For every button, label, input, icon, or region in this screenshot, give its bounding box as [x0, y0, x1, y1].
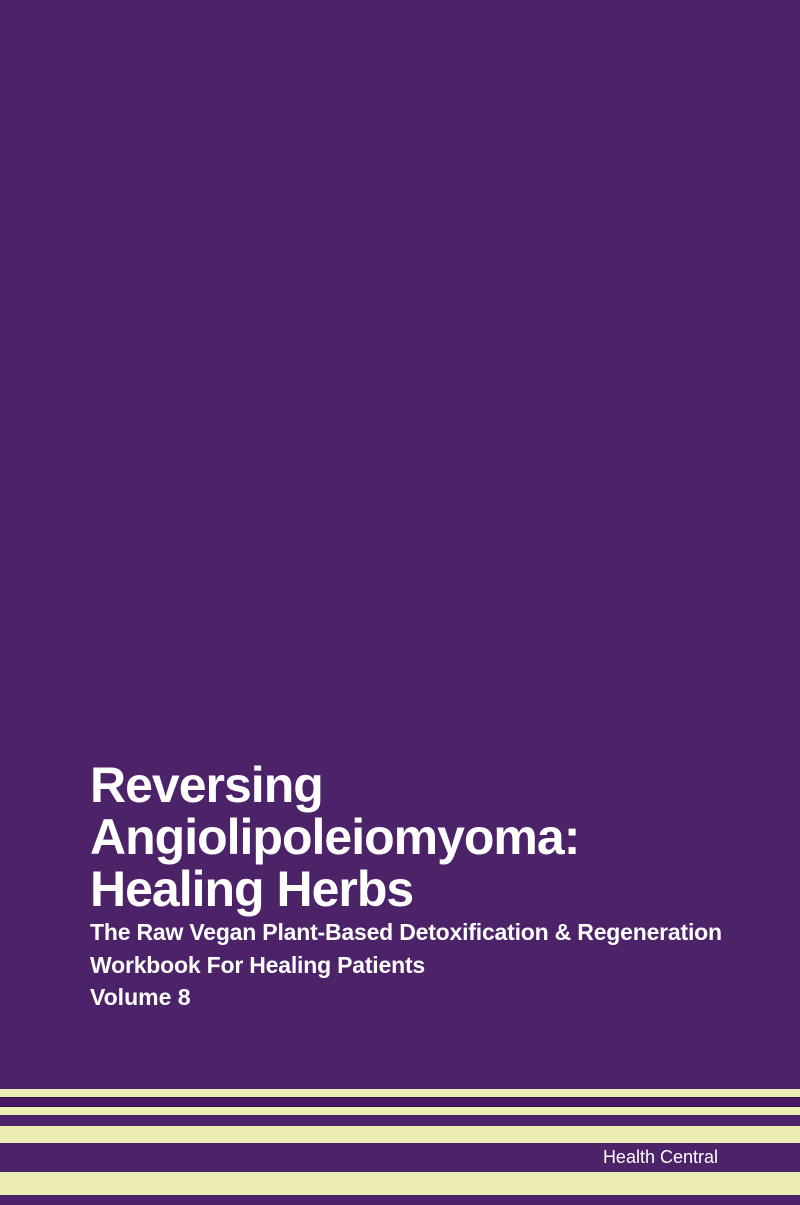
volume-label: Volume 8: [90, 984, 191, 1010]
subtitle-line-1: The Raw Vegan Plant-Based Detoxification & Regeneration: [90, 919, 722, 945]
title-line-3: Healing Herbs: [90, 861, 414, 917]
book-title: [90, 759, 579, 915]
bottom-stripe-thin-2: [0, 1107, 800, 1115]
book-subtitle: [90, 916, 722, 982]
bottom-stripe-dark-purple: [0, 1097, 800, 1107]
subtitle-line-2: Workbook For Healing Patients: [90, 952, 425, 978]
title-line-2: Angiolipoleiomyoma:: [90, 809, 580, 865]
publisher-name: Health Central: [602, 1147, 718, 1167]
bottom-stripe-wide: [0, 1172, 800, 1195]
title-line-1: Reversing: [90, 757, 323, 813]
bottom-stripe-medium: [0, 1126, 800, 1143]
publisher-band: [0, 1143, 800, 1172]
bottom-stripe-thin-1: [0, 1089, 800, 1097]
